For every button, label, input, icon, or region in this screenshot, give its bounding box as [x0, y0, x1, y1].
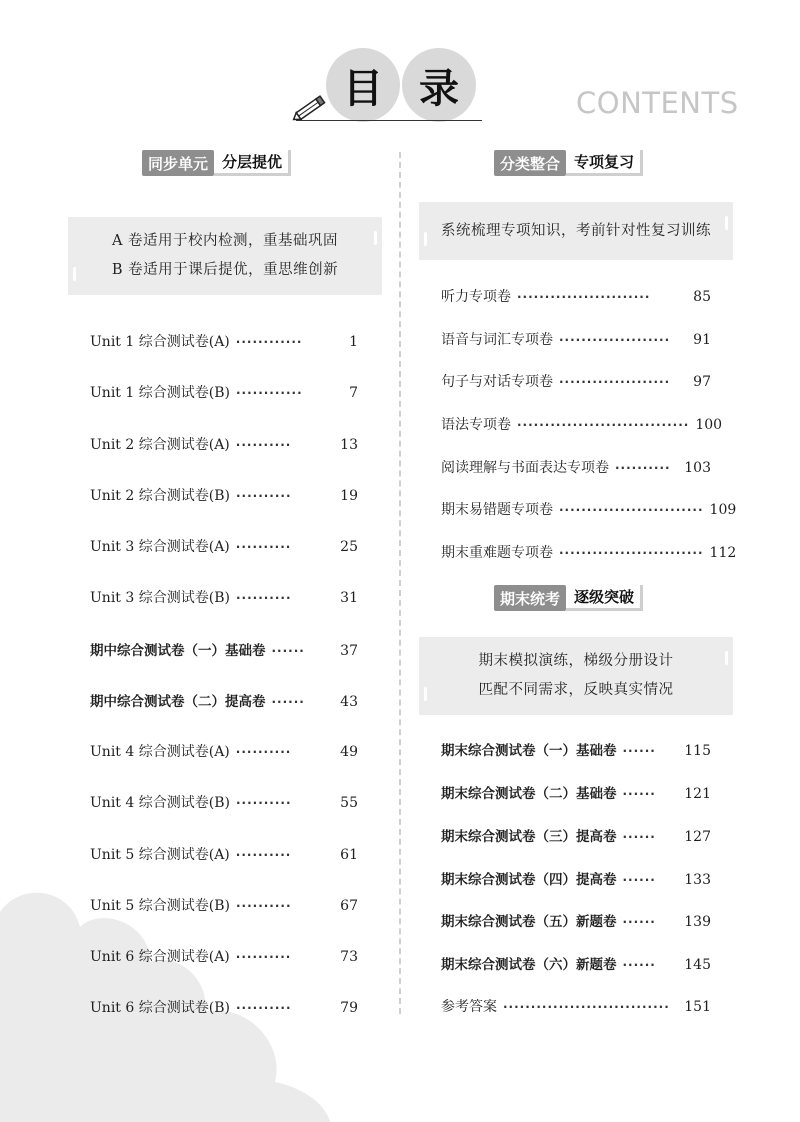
- toc-entry[interactable]: [90, 639, 358, 659]
- toc-label: Unit 2 综合测试卷(B): [90, 488, 230, 504]
- toc-label: 期末综合测试卷（一）基础卷: [441, 743, 617, 759]
- toc-entry[interactable]: [441, 996, 711, 1016]
- toc-leader: ··········: [235, 438, 292, 452]
- toc-leader: ·······························: [517, 418, 690, 432]
- toc-leader: ······: [622, 873, 656, 887]
- toc-leader: ····················: [559, 375, 671, 389]
- toc-label: 期中综合测试卷（一）基础卷: [90, 643, 266, 659]
- toc-page-number: 79: [340, 1000, 358, 1016]
- toc-page-number: 7: [349, 385, 358, 401]
- toc-leader: ··········: [235, 950, 292, 964]
- toc-leader: ··········: [235, 489, 292, 503]
- toc-page-number: 49: [340, 744, 358, 760]
- toc-leader: ······: [622, 744, 656, 758]
- toc-leader: ······: [622, 787, 656, 801]
- toc-page-number: 139: [684, 914, 711, 930]
- toc-entry[interactable]: [441, 286, 711, 306]
- section-tag: 分类整合: [494, 150, 566, 176]
- toc-entry[interactable]: [441, 825, 711, 845]
- toc-label: 语法专项卷: [441, 417, 511, 433]
- toc-entry[interactable]: [441, 499, 737, 519]
- toc-leader: ······························: [503, 1000, 670, 1014]
- toc-page-number: 1: [349, 334, 358, 350]
- note-line: 系统梳理专项知识，考前针对性复习训练: [441, 222, 711, 239]
- note-line: B 卷适用于课后提优，重思维创新: [111, 262, 339, 278]
- toc-page-number: 100: [695, 417, 723, 433]
- toc-entry[interactable]: [441, 910, 711, 930]
- toc-label: 期末易错题专项卷: [441, 502, 553, 518]
- toc-entry[interactable]: [441, 329, 711, 349]
- toc-entry[interactable]: [441, 868, 711, 888]
- toc-entry[interactable]: [441, 953, 711, 973]
- section-tag: 期末统考: [494, 585, 566, 611]
- toc-entry[interactable]: [90, 382, 358, 402]
- toc-leader: ··········: [235, 745, 292, 759]
- toc-page-number: 13: [340, 437, 358, 453]
- toc-page-number: 127: [684, 829, 711, 845]
- toc-entry[interactable]: [441, 739, 711, 759]
- toc-entry[interactable]: [90, 536, 358, 556]
- toc-page-number: 43: [340, 694, 358, 710]
- toc-leader: ····················: [559, 333, 671, 347]
- column-divider: [399, 152, 401, 1014]
- toc-entry[interactable]: [90, 792, 358, 812]
- toc-page-number: 67: [340, 898, 358, 914]
- toc-label: Unit 6 综合测试卷(A): [90, 949, 230, 965]
- toc-page-number: 121: [684, 786, 711, 802]
- toc-label: 听力专项卷: [441, 289, 511, 305]
- title-char-2: 录: [402, 48, 476, 122]
- toc-label: Unit 6 综合测试卷(B): [90, 1000, 230, 1016]
- toc-page-number: 25: [340, 539, 358, 555]
- note-line: 期末模拟演练，梯级分册设计: [478, 653, 674, 669]
- toc-label: 语音与词汇专项卷: [441, 332, 553, 348]
- toc-leader: ············: [235, 335, 303, 349]
- toc-entry[interactable]: [90, 587, 358, 607]
- pencil-icon: [290, 92, 330, 124]
- toc-label: 期末综合测试卷（六）新题卷: [441, 957, 617, 973]
- toc-leader: ··········: [235, 540, 292, 554]
- toc-page-number: 37: [340, 643, 358, 659]
- toc-label: Unit 4 综合测试卷(B): [90, 795, 230, 811]
- toc-leader: ························: [517, 290, 651, 304]
- toc-entry[interactable]: [441, 457, 711, 477]
- toc-leader: ··········: [615, 461, 671, 475]
- section-title: 分层提优: [214, 150, 291, 176]
- toc-page-number: 133: [684, 872, 711, 888]
- toc-label: Unit 1 综合测试卷(A): [90, 334, 230, 350]
- note-line: 匹配不同需求，反映真实情况: [478, 682, 674, 698]
- toc-label: 期末重难题专项卷: [441, 545, 553, 561]
- toc-label: Unit 3 综合测试卷(A): [90, 539, 230, 555]
- toc-entry[interactable]: [90, 997, 358, 1017]
- toc-page-number: 55: [340, 795, 358, 811]
- toc-page-number: 145: [684, 957, 711, 973]
- toc-page-number: 19: [340, 488, 358, 504]
- toc-label: 期中综合测试卷（二）提高卷: [90, 694, 266, 710]
- toc-entry[interactable]: [90, 946, 358, 966]
- note-box-review: [419, 202, 733, 260]
- toc-page-number: 115: [684, 743, 711, 759]
- toc-entry[interactable]: [90, 331, 358, 351]
- toc-label: Unit 2 综合测试卷(A): [90, 437, 230, 453]
- toc-label: 期末综合测试卷（二）基础卷: [441, 786, 617, 802]
- note-box-left: [68, 217, 382, 295]
- toc-label: 句子与对话专项卷: [441, 374, 553, 390]
- toc-leader: ··········: [235, 796, 292, 810]
- toc-label: 期末综合测试卷（三）提高卷: [441, 829, 617, 845]
- toc-label: Unit 5 综合测试卷(B): [90, 898, 230, 914]
- section-header-review: [494, 150, 643, 176]
- toc-leader: ··························: [559, 546, 704, 560]
- toc-leader: ··························: [559, 503, 704, 517]
- toc-leader: ······: [622, 915, 656, 929]
- toc-label: 期末综合测试卷（四）提高卷: [441, 872, 617, 888]
- toc-entry[interactable]: [90, 895, 358, 915]
- toc-page-number: 61: [340, 847, 358, 863]
- contents-label: CONTENTS: [576, 86, 739, 120]
- toc-leader: ······: [271, 695, 305, 709]
- section-header-sync: [142, 150, 291, 176]
- toc-leader: ··········: [235, 899, 292, 913]
- note-box-final: [419, 637, 733, 715]
- toc-page-number: 31: [340, 590, 358, 606]
- toc-entry[interactable]: [441, 542, 737, 562]
- toc-entry[interactable]: [441, 414, 723, 434]
- section-tag: 同步单元: [142, 150, 214, 176]
- toc-entry[interactable]: [90, 844, 358, 864]
- toc-leader: ··········: [235, 591, 292, 605]
- toc-page-number: 91: [693, 332, 711, 348]
- toc-leader: ············: [235, 386, 303, 400]
- toc-page-number: 109: [709, 502, 737, 518]
- toc-entry[interactable]: [441, 782, 711, 802]
- toc-entry[interactable]: [90, 434, 358, 454]
- toc-page-number: 151: [684, 999, 711, 1015]
- toc-leader: ··········: [235, 1001, 292, 1015]
- toc-label: Unit 3 综合测试卷(B): [90, 590, 230, 606]
- toc-page-number: 85: [693, 289, 711, 305]
- section-title: 专项复习: [566, 150, 643, 176]
- toc-label: 期末综合测试卷（五）新题卷: [441, 914, 617, 930]
- toc-label: Unit 4 综合测试卷(A): [90, 744, 230, 760]
- toc-entry[interactable]: [90, 690, 358, 710]
- toc-leader: ······: [622, 958, 656, 972]
- toc-label: Unit 5 综合测试卷(A): [90, 847, 230, 863]
- toc-label: 阅读理解与书面表达专项卷: [441, 460, 609, 476]
- toc-label: Unit 1 综合测试卷(B): [90, 385, 230, 401]
- title-char-1: 目: [326, 48, 400, 122]
- toc-entry[interactable]: [90, 741, 358, 761]
- toc-entry[interactable]: [90, 485, 358, 505]
- toc-page-number: 112: [709, 545, 737, 561]
- toc-leader: ······: [271, 644, 305, 658]
- note-line: A 卷适用于校内检测，重基础巩固: [111, 233, 339, 249]
- toc-label: 参考答案: [441, 999, 497, 1015]
- toc-page-number: 73: [340, 949, 358, 965]
- toc-leader: ······: [622, 830, 656, 844]
- toc-page-number: 103: [684, 460, 711, 476]
- toc-entry[interactable]: [441, 371, 711, 391]
- toc-leader: ··········: [235, 848, 292, 862]
- section-header-final: [494, 585, 643, 611]
- toc-page-number: 97: [693, 374, 711, 390]
- section-title: 逐级突破: [566, 585, 643, 611]
